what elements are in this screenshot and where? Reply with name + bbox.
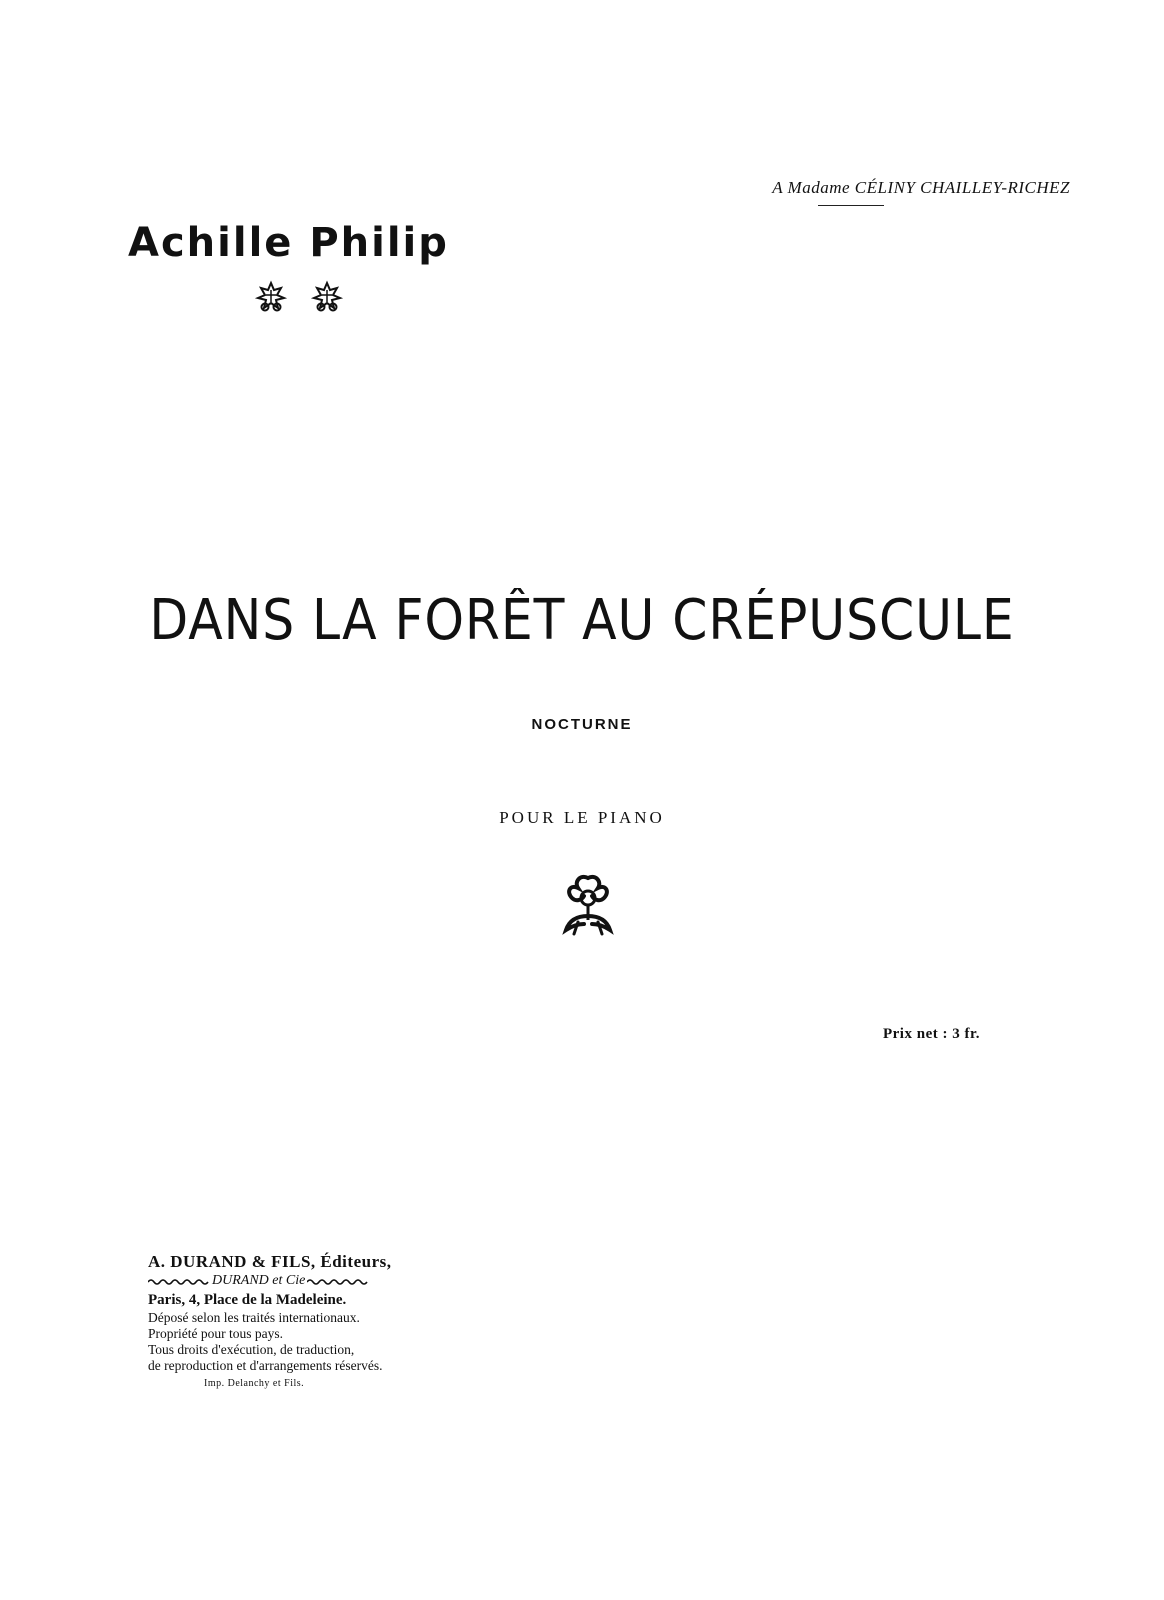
publisher-successor-line [148, 1272, 391, 1290]
price: Prix net : 3 fr. [882, 1026, 980, 1042]
composer-name: Achille Philip [128, 220, 449, 266]
floral-ornament-icon [254, 280, 288, 314]
rights-line: Propriété pour tous pays. [148, 1326, 283, 1341]
piece-subtitle: NOCTURNE [531, 716, 633, 733]
floral-ornament-icon [310, 280, 344, 314]
dedication: A Madame CÉLINY CHAILLEY-RICHEZ [772, 178, 1070, 197]
wave-ornament-icon [148, 1277, 210, 1285]
rights-line: Déposé selon les traités internationaux. [148, 1310, 360, 1325]
composer-ornaments [254, 280, 344, 314]
rights-line: de reproduction et d'arrangements réservés. [148, 1358, 383, 1373]
publisher-block [148, 1252, 391, 1389]
publisher-name: A. DURAND & FILS, Éditeurs, [148, 1252, 392, 1271]
publisher-address: Paris, 4, Place de la Madeleine. [148, 1292, 347, 1308]
rights-line: Tous droits d'exécution, de traduction, [148, 1342, 355, 1357]
piece-title: DANS LA FORÊT AU CRÉPUSCULE [149, 588, 1015, 653]
instrumentation: POUR LE PIANO [499, 808, 665, 827]
printer-credit: Imp. Delanchy et Fils. [204, 1378, 305, 1389]
lily-ornament-icon [560, 872, 616, 938]
wave-ornament-icon [307, 1277, 369, 1285]
publisher-successor: DURAND et Cie [212, 1273, 306, 1288]
dedication-rule [818, 205, 884, 206]
